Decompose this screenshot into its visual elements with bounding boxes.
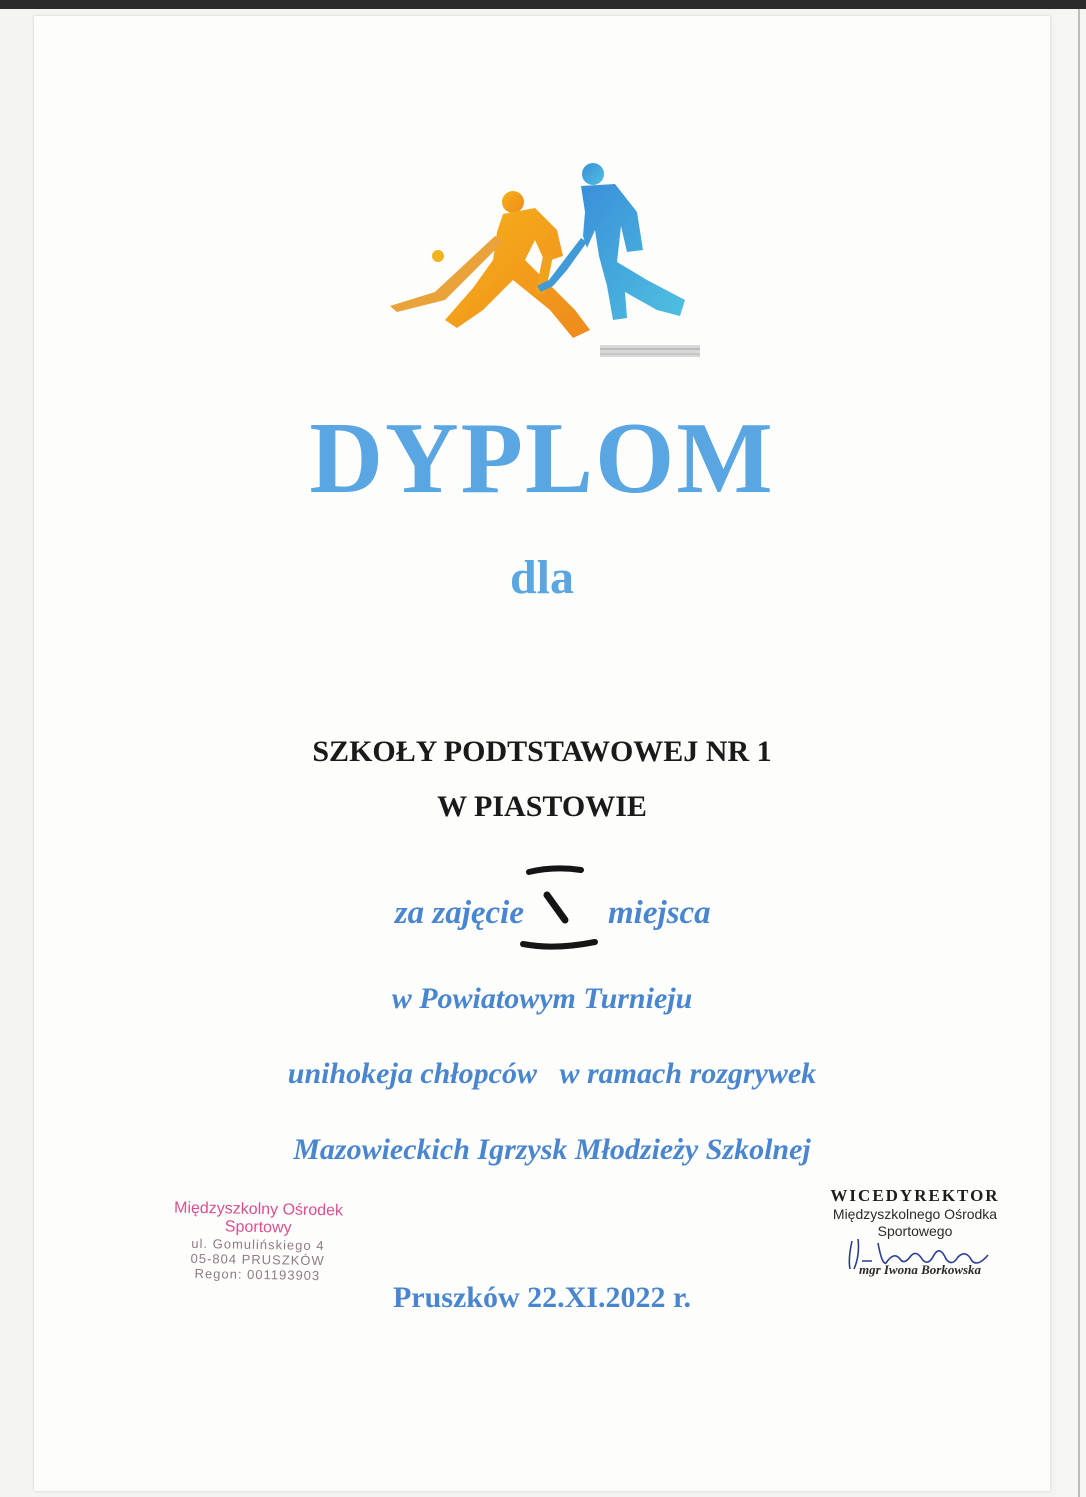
ball-shape [432,250,444,262]
body-line-1: w Powiatowym Turnieju [391,982,693,1015]
body-line-2: unihokeja chłopców w ramach rozgrywek [287,1057,817,1090]
scan-right-line [1078,9,1080,1497]
diploma-subtitle: dla [509,551,575,604]
place-and-date: Pruszków 22.XI.2022 r. [392,1281,692,1314]
signatory-stamp [805,1186,1025,1240]
stamp-line-3: 05-804 PRUSZKÓW [190,1250,325,1269]
placement-prefix: za zajęcie [394,895,524,931]
body-line-3: Mazowieckich Igrzysk Młodzieży Szkolnej [293,1133,811,1166]
signatory-title: WICEDYREKTOR [830,1186,1000,1205]
scan-right-edge [1056,9,1086,1497]
signatory-org-1: Międzyszkolnego Ośrodka [832,1206,998,1222]
recipient-line-2: W PIASTOWIE [437,790,647,823]
stamp-line-4: Regon: 001193903 [194,1265,321,1284]
orange-player-shape [390,191,590,338]
signatory-org-2: Sportowego [877,1223,953,1239]
institution-stamp [137,1199,378,1284]
stamp-line-2: ul. Gomulińskiego 4 [191,1235,325,1254]
signatory-name: mgr Iwona Borkowska [858,1262,982,1277]
placement-suffix: miejsca [608,895,711,931]
floorball-players-icon [385,160,715,370]
placement-line [34,862,1050,962]
diploma-title: DYPLOM [309,402,775,515]
recipient-line-1: SZKOŁY PODTSTAWOWEJ NR 1 [312,735,772,768]
stamp-line-1: Międzyszkolny Ośrodek Sportowy [173,1199,344,1237]
scan-top-edge [0,0,1086,9]
handwritten-place-mark [509,862,599,962]
